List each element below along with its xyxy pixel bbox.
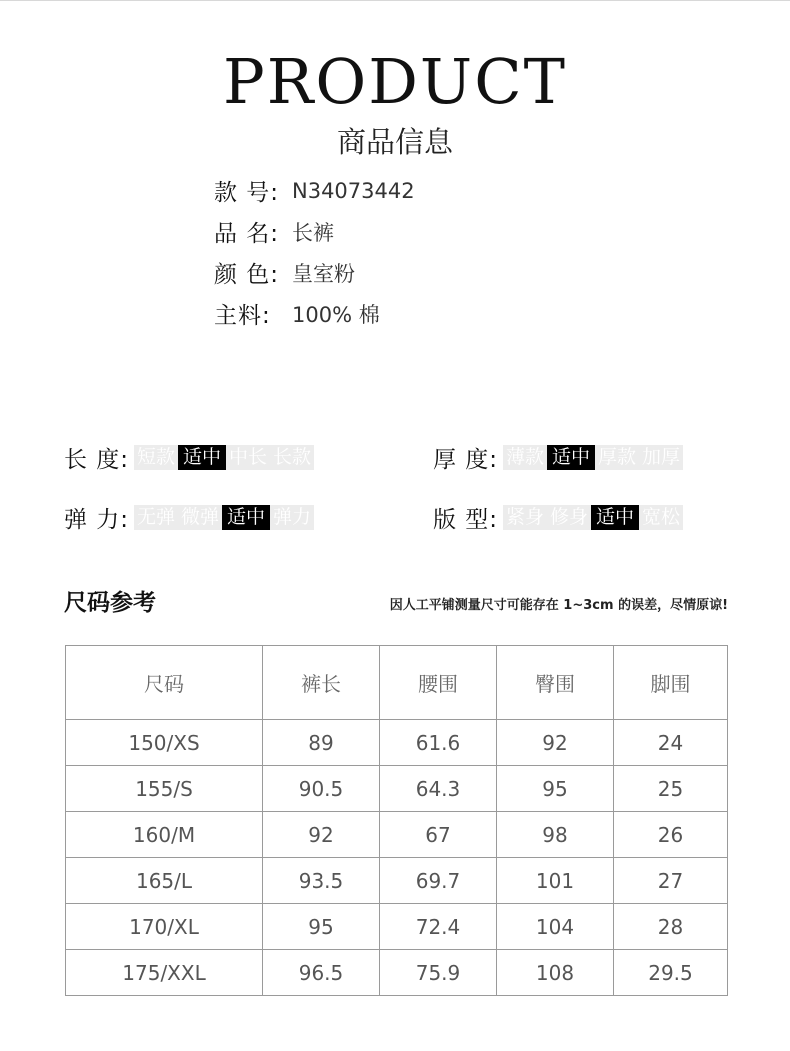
brand-heading: PRODUCT	[223, 45, 567, 118]
table-cell: 69.7	[380, 858, 497, 904]
attribute-scale	[503, 445, 683, 470]
scale-option-selected: 适中	[178, 445, 226, 470]
size-table	[65, 645, 728, 996]
scale-option-selected: 适中	[222, 505, 270, 530]
table-cell: 72.4	[380, 904, 497, 950]
info-row-color	[214, 252, 415, 293]
column-header-size: 尺码	[66, 646, 263, 720]
table-cell: 61.6	[380, 720, 497, 766]
scale-option: 薄款	[506, 445, 545, 468]
table-row	[66, 858, 728, 904]
scale-option-selected: 适中	[547, 445, 595, 470]
table-cell: 67	[380, 812, 497, 858]
table-header-row	[66, 646, 728, 720]
info-value: 长裤	[292, 220, 334, 245]
table-row	[66, 766, 728, 812]
table-row	[66, 950, 728, 996]
attribute-scale	[134, 505, 314, 530]
table-cell: 75.9	[380, 950, 497, 996]
scale-option: 紧身	[506, 505, 545, 528]
size-chart-title: 尺码参考	[64, 590, 156, 616]
attribute-elasticity	[64, 502, 314, 532]
size-chart-note: 因人工平铺测量尺寸可能存在 1~3cm 的误差，尽情原谅!	[389, 598, 728, 613]
table-cell: 150/XS	[66, 720, 263, 766]
table-cell: 89	[263, 720, 380, 766]
column-header-length: 裤长	[263, 646, 380, 720]
table-cell: 27	[614, 858, 728, 904]
table-cell: 98	[497, 812, 614, 858]
table-cell: 170/XL	[66, 904, 263, 950]
table-cell: 92	[497, 720, 614, 766]
column-header-waist: 腰围	[380, 646, 497, 720]
scale-option: 厚款	[598, 445, 637, 468]
table-cell: 25	[614, 766, 728, 812]
attribute-label: 版 型:	[433, 506, 499, 533]
table-cell: 160/M	[66, 812, 263, 858]
table-cell: 28	[614, 904, 728, 950]
table-cell: 95	[263, 904, 380, 950]
info-value: N34073442	[292, 178, 415, 203]
attribute-fit	[433, 502, 683, 532]
attribute-label: 厚 度:	[433, 446, 499, 473]
scale-option: 中长	[229, 445, 268, 468]
attribute-thickness	[433, 442, 683, 472]
table-cell: 155/S	[66, 766, 263, 812]
table-row	[66, 812, 728, 858]
info-row-material	[214, 293, 415, 334]
top-divider	[0, 0, 790, 1]
info-label: 品 名:	[214, 221, 280, 247]
table-cell: 101	[497, 858, 614, 904]
info-value: 100% 棉	[292, 302, 380, 327]
column-header-hem: 脚围	[614, 646, 728, 720]
scale-option: 微弹	[181, 505, 220, 528]
column-header-hip: 臀围	[497, 646, 614, 720]
table-cell: 104	[497, 904, 614, 950]
table-cell: 92	[263, 812, 380, 858]
info-row-style-number	[214, 170, 415, 211]
attribute-scale	[503, 505, 683, 530]
attribute-label: 长 度:	[64, 446, 130, 473]
table-cell: 24	[614, 720, 728, 766]
table-row	[66, 904, 728, 950]
table-cell: 29.5	[614, 950, 728, 996]
info-row-product-name	[214, 211, 415, 252]
scale-option: 加厚	[642, 445, 681, 468]
scale-option: 无弹	[137, 505, 176, 528]
info-value: 皇室粉	[292, 261, 355, 286]
product-info-list	[214, 170, 415, 334]
info-label: 颜 色:	[214, 262, 280, 288]
table-cell: 108	[497, 950, 614, 996]
scale-option: 长款	[273, 445, 312, 468]
scale-option: 宽松	[642, 505, 681, 528]
scale-option: 短款	[137, 445, 176, 468]
attribute-label: 弹 力:	[64, 506, 130, 533]
scale-option: 修身	[550, 505, 589, 528]
table-cell: 165/L	[66, 858, 263, 904]
scale-option-selected: 适中	[591, 505, 639, 530]
table-cell: 90.5	[263, 766, 380, 812]
info-label: 主料:	[214, 303, 271, 329]
attribute-length	[64, 442, 314, 472]
table-cell: 93.5	[263, 858, 380, 904]
scale-option: 弹力	[273, 505, 312, 528]
info-label: 款 号:	[214, 180, 280, 206]
section-subtitle: 商品信息	[336, 125, 453, 159]
attribute-scale	[134, 445, 314, 470]
table-row	[66, 720, 728, 766]
table-cell: 175/XXL	[66, 950, 263, 996]
table-cell: 95	[497, 766, 614, 812]
table-cell: 64.3	[380, 766, 497, 812]
table-cell: 96.5	[263, 950, 380, 996]
table-cell: 26	[614, 812, 728, 858]
